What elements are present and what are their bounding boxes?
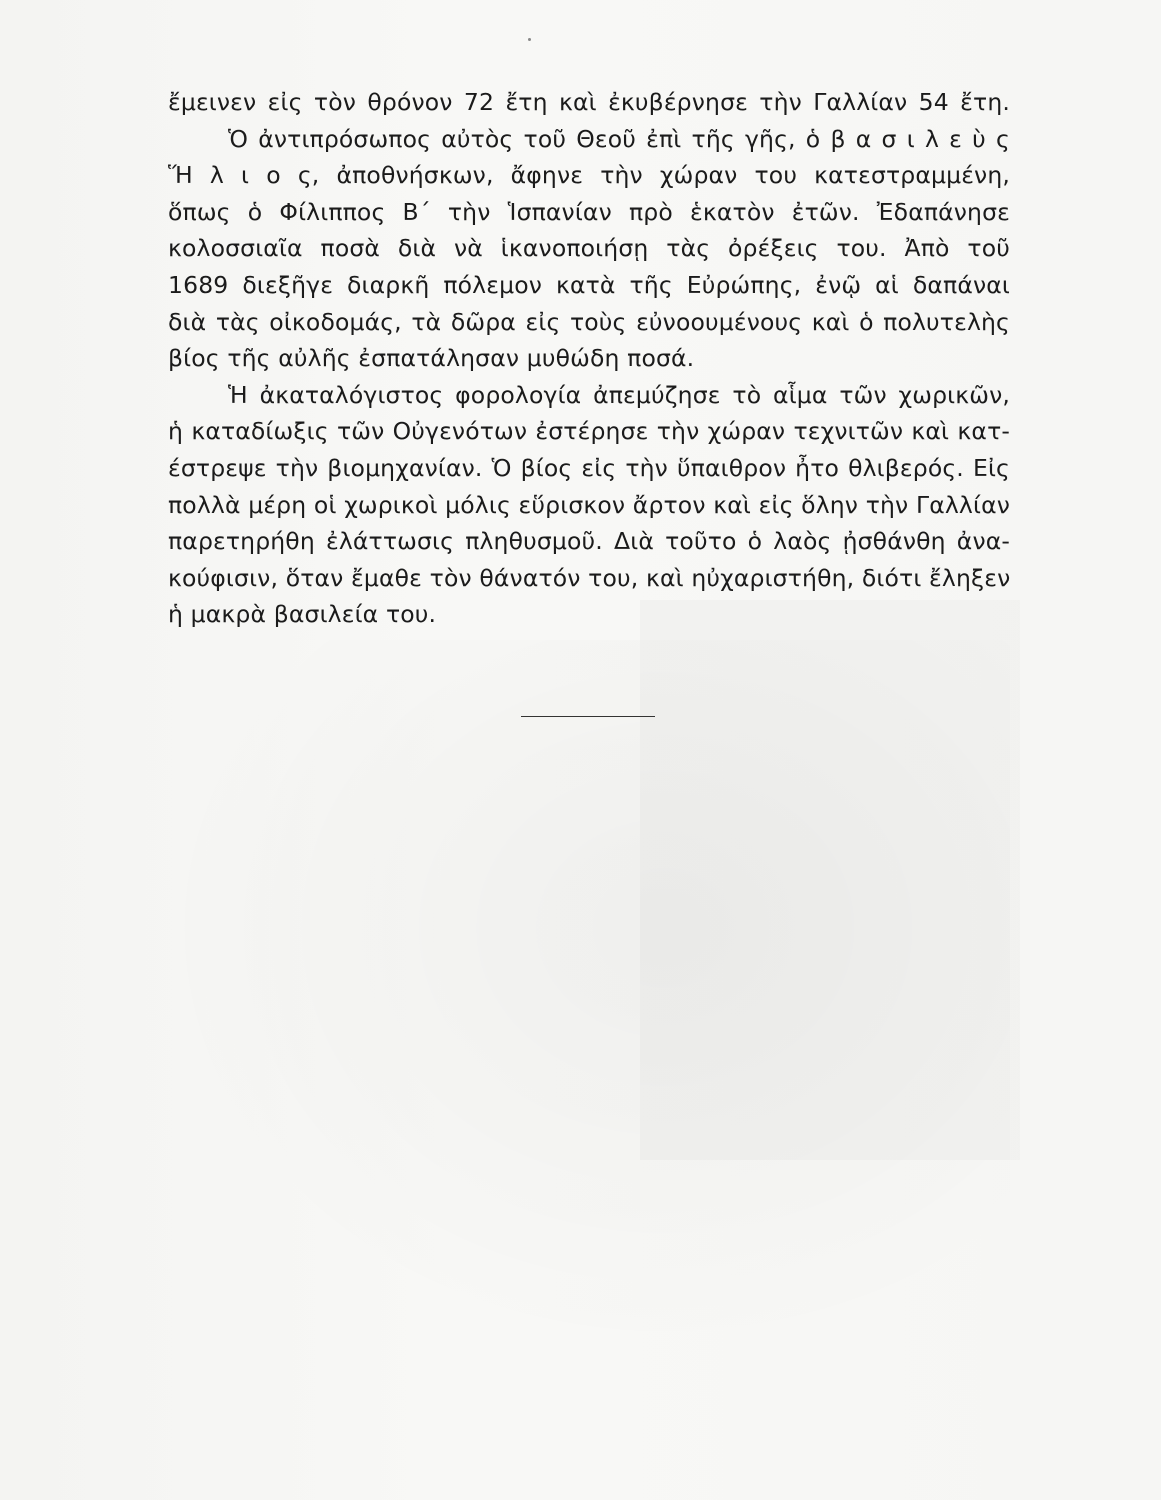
text-line: ὅπως ὁ Φίλιππος Β΄ τὴν Ἱσπανίαν πρὸ ἑκατὸν ἐτῶν. Ἐδαπάνησε (168, 197, 1010, 226)
text-line: βίος τῆς αὐλῆς ἐσπατάλησαν μυθώδη ποσά. (168, 344, 695, 373)
text-line: έστρεψε τὴν βιομηχανίαν. Ὁ βίος εἰς τὴν ὕπαιθρον ἦτο θλιβερός. Εἰς (168, 453, 1010, 482)
section-divider-rule (521, 716, 655, 717)
text-line: ἡ καταδίωξις τῶν Οὐγενότων ἐστέρησε τὴν χώραν τεχνιτῶν καὶ κατ- (168, 417, 1010, 446)
bleed-through-column (640, 600, 1020, 1160)
text-line: διὰ τὰς οἰκοδομάς, τὰ δῶρα εἰς τοὺς εὐνοουμένους καὶ ὁ πολυτελὴς (168, 307, 1010, 336)
text-line: πολλὰ μέρη οἱ χωρικοὶ μόλις εὕρισκον ἄρτον καὶ εἰς ὅλην τὴν Γαλλίαν (168, 490, 1010, 519)
text-line: ἡ μακρὰ βασιλεία του. (168, 600, 437, 629)
text-line: 1689 διεξῆγε διαρκῆ πόλεμον κατὰ τῆς Εὐρώπης, ἐνῷ αἱ δαπάναι (168, 270, 1010, 299)
text-line: Ὁ ἀντιπρόσωπος αὐτὸς τοῦ Θεοῦ ἐπὶ τῆς γῆς, ὁ β α σ ι λ ε ὺ ς (228, 124, 1010, 153)
text-line: κούφισιν, ὅταν ἔμαθε τὸν θάνατόν του, καὶ ηὐχαριστήθη, διότι ἔληξεν (168, 563, 1011, 592)
text-line: παρετηρήθη ἐλάττωσις πληθυσμοῦ. Διὰ τοῦτο ὁ λαὸς ᾐσθάνθη ἀνα- (168, 527, 1010, 556)
text-line: Ἥ λ ι ο ς, ἀποθνήσκων, ἄφηνε τὴν χώραν του κατεστραμμένη, (168, 161, 1010, 190)
paper-speck (528, 38, 531, 41)
text-line: κολοσσιαῖα ποσὰ διὰ νὰ ἱκανοποιήσῃ τὰς ὀρέξεις του. Ἀπὸ τοῦ (168, 234, 1010, 263)
body-text (168, 84, 1010, 633)
text-line: Ἡ ἀκαταλόγιστος φορολογία ἀπεμύζησε τὸ αἷμα τῶν χωρικῶν, (228, 380, 1010, 409)
text-line: ἔμεινεν εἰς τὸν θρόνον 72 ἔτη καὶ ἐκυβέρνησε τὴν Γαλλίαν 54 ἔτη. (168, 88, 1010, 116)
